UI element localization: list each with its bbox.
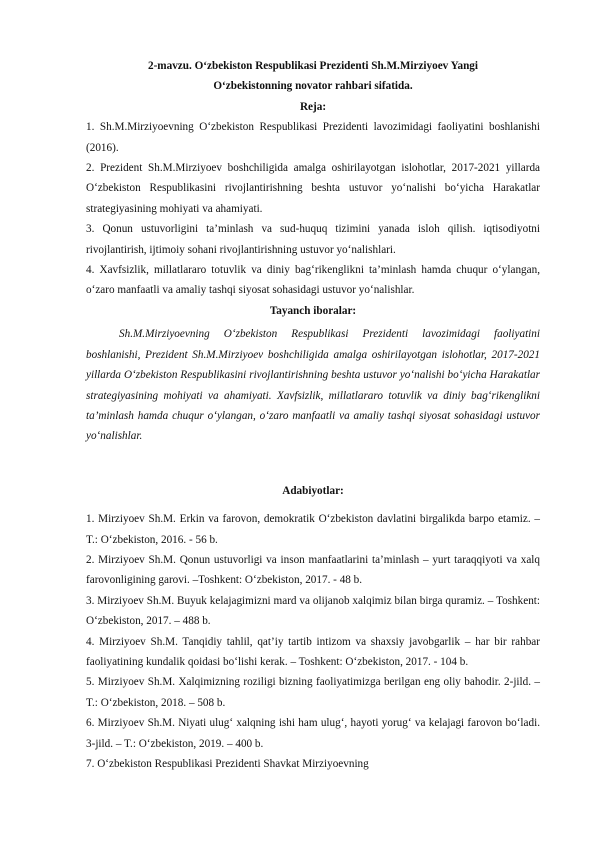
plan-item-3: 3. Qonun ustuvorligini ta’minlash va sud-huquq tizimini yanada isloh qilish. iqtisodiyotni rivojlantirish, ijtimoiy sohani rivojlantirishning ustuvor yo‘nalishlari. (86, 223, 540, 256)
literature-list (86, 509, 540, 774)
topic-title-line-2: O‘zbekistonning novator rahbari sifatida. (213, 80, 413, 93)
plan-heading: Reja: (299, 100, 327, 113)
keywords-paragraph: Sh.M.Mirziyoevning O‘zbekiston Respublikasi Prezidenti lavozimidagi faoliyatini boshlanishi, Prezident Sh.M.Mirziyoev boshchiligida amalga oshirilayotgan islohotlar, 2017-2021 yillarda O‘zbekiston Respublikasini rivojlantirishning beshta ustuvor yo‘nalishi bo‘yicha Harakatlar strategiyasining mohiyati va ahamiyati. Xavfsizlik, millatlararo totuvlik va diniy bag‘rikenglikni ta’minlash hamda chuqur o‘ylangan, o‘zaro manfaatli va amaliy tashqi siyosat sohasidagi ustuvor yo‘nalishlar. (86, 328, 540, 443)
literature-item-5: 5. Mirziyoev Sh.M. Xalqimizning roziligi bizning faoliyatimizga berilgan eng oliy bahodir. 2-jild. – T.: O‘zbekiston, 2018. – 508 b. (86, 676, 540, 709)
plan-list (86, 117, 540, 301)
literature-item-7: 7. O‘zbekiston Respublikasi Prezidenti Shavkat Mirziyoevning (86, 758, 369, 770)
plan-item-4: 4. Xavfsizlik, millatlararo totuvlik va diniy bag‘rikenglikni ta’minlash hamda chuqur o‘ylangan, o‘zaro manfaatli va amaliy tashqi siyosat sohasidagi ustuvor yo‘nalishlar. (86, 264, 540, 297)
plan-item-1: 1. Sh.M.Mirziyoevning O‘zbekiston Respublikasi Prezidenti lavozimidagi faoliyatini boshlanishi (2016). (86, 121, 540, 154)
literature-item-3: 3. Mirziyoev Sh.M. Buyuk kelajagimizni mard va olijanob xalqimiz bilan birga quramiz. – Toshkent: O‘zbekiston, 2017. – 488 b. (86, 594, 540, 628)
literature-item-1: 1. Mirziyoev Sh.M. Erkin va farovon, demokratik O‘zbekiston davlatini birgalikda barpo etamiz. – T.: O‘zbekiston, 2016. - 56 b. (86, 513, 540, 546)
literature-item-6: 6. Mirziyoev Sh.M. Niyati ulug‘ xalqning ishi ham ulug‘, hayoti yorug‘ va kelajagi farovon bo‘ladi. 3-jild. – T.: O‘zbekiston, 2019. – 400 b. (86, 717, 540, 750)
literature-item-4: 4. Mirziyoev Sh.M. Tanqidiy tahlil, qat’iy tartib intizom va shaxsiy javobgarlik – har bir rahbar faoliyatining kundalik qoidasi bo‘lishi kerak. – Toshkent: O‘zbekiston, 2017. - 104 b. (86, 635, 540, 668)
topic-title-line-1: 2-mavzu. O‘zbekiston Respublikasi Prezidenti Sh.M.Mirziyoev Yangi (147, 60, 479, 72)
literature-heading: Adabiyotlar: (282, 484, 344, 497)
literature-item-2: 2. Mirziyoev Sh.M. Qonun ustuvorligi va inson manfaatlarini ta’minlash – yurt taraqqiyoti va xalq farovonligining garovi. –Toshkent: O‘zbekiston, 2017. - 48 b. (86, 553, 540, 587)
plan-item-2: 2. Prezident Sh.M.Mirziyoev boshchiligida amalga oshirilayotgan islohotlar, 2017-2021 yillarda O‘zbekiston Respublikasini rivojlantirishning beshta ustuvor yo‘nalishi bo‘yicha Harakatlar strategiyasining mohiyati va ahamiyati. (86, 162, 540, 215)
keywords-heading: Tayanch iboralar: (269, 304, 357, 317)
